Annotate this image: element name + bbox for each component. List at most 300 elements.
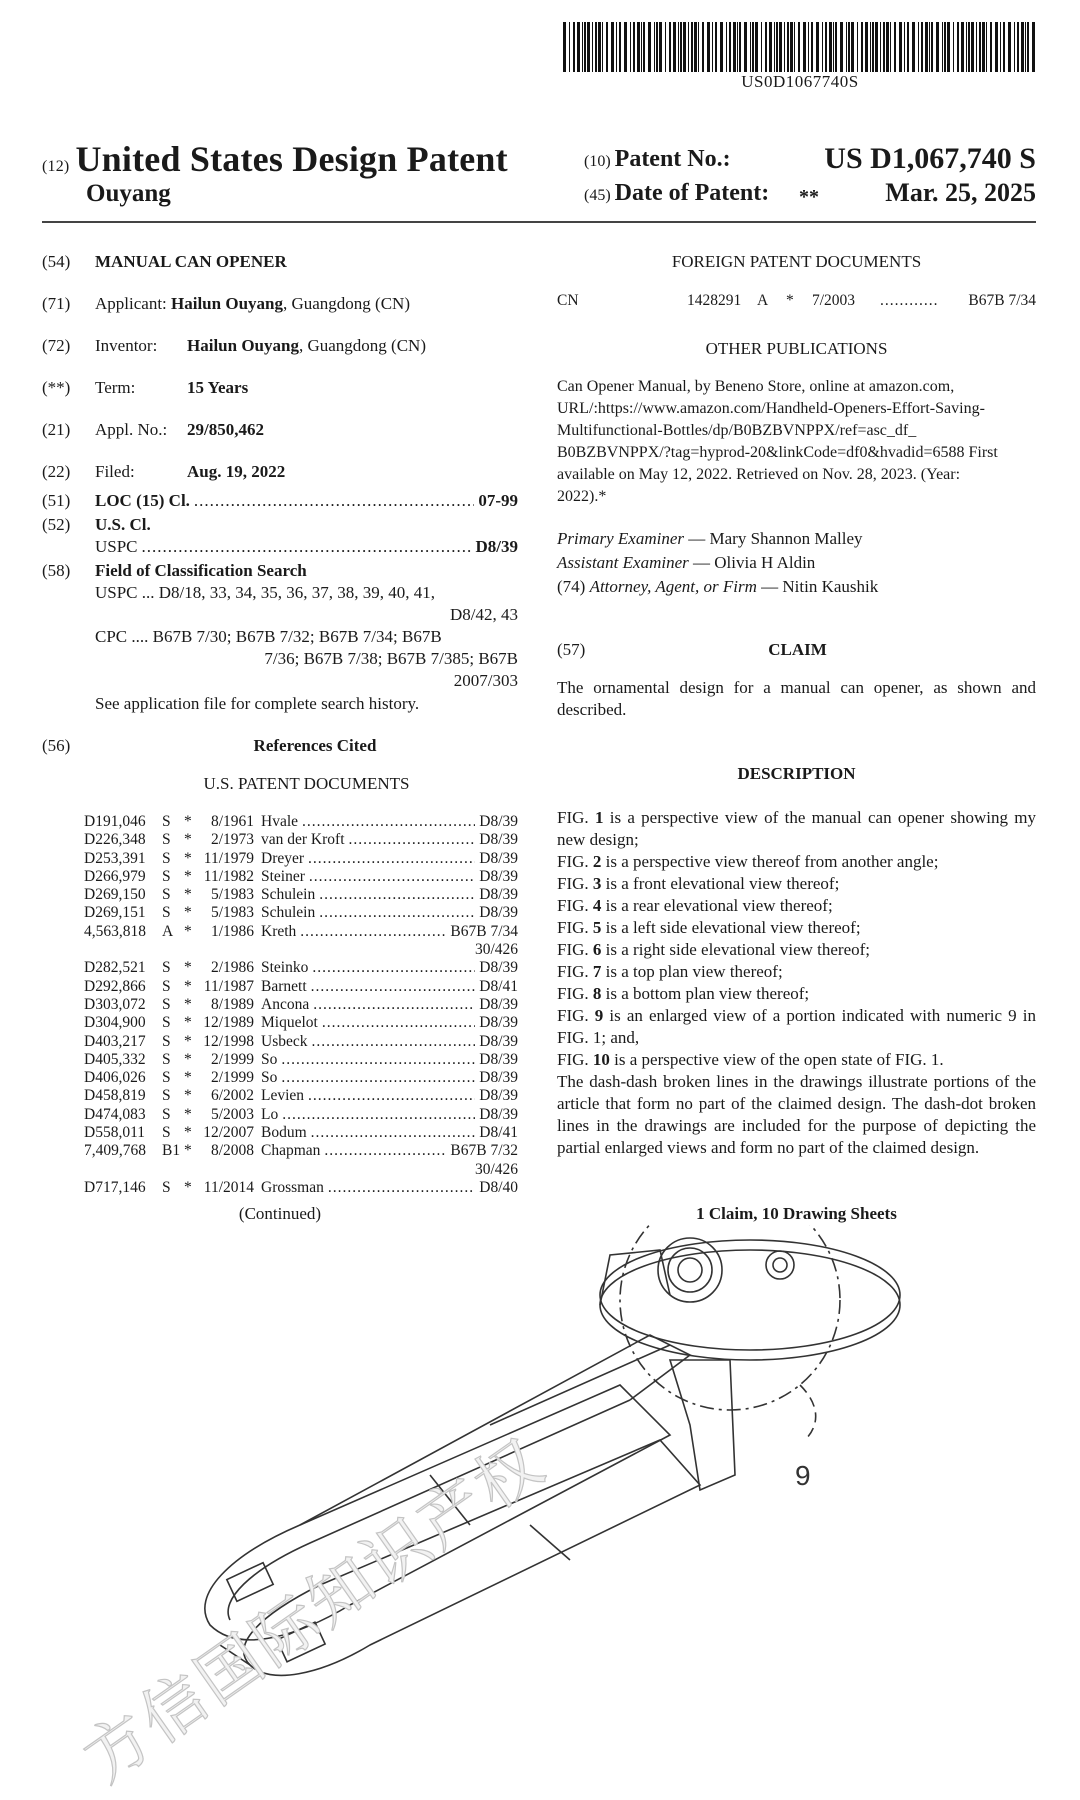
ref-class: D8/39 — [479, 959, 518, 977]
reference-row — [84, 996, 518, 1014]
ref-name: Schulein — [261, 886, 316, 904]
reference-row — [84, 886, 518, 904]
leader-dots — [311, 978, 476, 996]
leader-dots — [308, 850, 475, 868]
barcode-bar — [1014, 22, 1015, 72]
field-label: USPC — [95, 537, 138, 556]
title-text: United States Design Patent — [75, 139, 508, 179]
ref-kind: S — [162, 995, 171, 1013]
ref-kind: S — [162, 886, 171, 904]
ref-name: Dreyer — [261, 849, 305, 867]
fig-number: 9 — [594, 1006, 604, 1025]
barcode-bar — [694, 22, 697, 72]
field-label: Applicant: — [95, 294, 167, 313]
filed-field — [95, 461, 518, 482]
ref-number: D266,979 — [84, 867, 146, 885]
figure-description — [557, 807, 1036, 851]
barcode-bar — [822, 22, 823, 72]
leader-dots — [282, 1106, 475, 1124]
fig-prefix: FIG. — [557, 852, 593, 871]
barcode-bar — [912, 22, 915, 72]
field-label: Inventor: — [95, 336, 158, 355]
cited-marker: * — [184, 1124, 192, 1142]
barcode-bar — [573, 22, 575, 72]
ref-name: So — [261, 1050, 278, 1068]
ref-name: Hvale — [261, 813, 299, 830]
ref-kind: S — [162, 1014, 171, 1032]
upper-handle — [227, 1335, 690, 1662]
cited-marker: * — [184, 904, 192, 922]
assistant-examiner — [557, 552, 1036, 574]
ref-class: D8/39 — [479, 886, 518, 904]
patent-date-label: Date of Patent: — [614, 180, 770, 206]
field-label: Assistant Examiner — [557, 553, 689, 572]
ref-name: Grossman — [261, 1178, 324, 1196]
cutting-head — [600, 1225, 900, 1490]
ref-number: D405,332 — [84, 1050, 146, 1068]
barcode-bar — [595, 22, 597, 72]
cited-marker: * — [184, 849, 192, 867]
fig-number: 8 — [592, 984, 602, 1003]
search-note: See application file for complete search history. — [95, 694, 420, 713]
field-label: Appl. No.: — [95, 420, 168, 439]
ref-class: D8/39 — [479, 1050, 518, 1068]
barcode-bar — [761, 22, 762, 72]
ref-number: D226,348 — [84, 831, 146, 849]
barcode-bar — [966, 22, 967, 72]
ref-name: Barnett — [261, 977, 307, 995]
barcode-bar — [598, 22, 601, 72]
uspc-value: D8/39 — [475, 537, 518, 556]
ref-number: 7,409,768 — [84, 1142, 146, 1160]
fig-text: is a top plan view thereof; — [601, 962, 783, 981]
ref-number: D269,151 — [84, 904, 146, 922]
barcode-bar — [979, 22, 981, 72]
references-heading: References Cited — [253, 736, 377, 755]
ref-kind: S — [162, 1124, 171, 1142]
cited-marker: * — [184, 1069, 192, 1087]
examiner-name: — Mary Shannon Malley — [688, 529, 863, 548]
ref-date: 5/1983 — [210, 886, 254, 904]
ref-number: D253,391 — [84, 849, 146, 867]
inid-code: (22) — [42, 462, 71, 481]
barcode-bar — [680, 22, 682, 72]
barcode-bar — [683, 22, 686, 72]
leader-dots — [319, 904, 475, 922]
cited-marker: * — [184, 1178, 192, 1196]
barcode-bar — [816, 22, 819, 72]
publication-line: URL/:https://www.amazon.com/Handheld-Openers-Effort-Saving- — [557, 400, 985, 417]
ref-class: B67B 7/34 — [968, 292, 1036, 309]
figure-description — [557, 983, 1036, 1005]
applicant-name: Hailun Ouyang — [171, 294, 283, 313]
ref-kind: S — [162, 849, 171, 867]
primary-examiner — [557, 528, 1036, 550]
ref-date: 6/2002 — [210, 1087, 254, 1105]
ref-date: 7/2003 — [812, 292, 856, 309]
publication-line: B0BZBVNPPX/?tag=hyprod-20&linkCode=df0&hvadid=6588 First — [557, 444, 998, 461]
barcode-bar — [944, 22, 946, 72]
inid-code: (58) — [42, 561, 71, 580]
barcode-bar — [865, 22, 868, 72]
ref-name: Kreth — [261, 922, 297, 940]
barcode-bar — [712, 22, 713, 72]
publication-line: 2022).* — [557, 488, 607, 505]
field-label: U.S. Cl. — [95, 515, 151, 534]
fig-text: is a front elevational view thereof; — [601, 874, 840, 893]
ref-kind: S — [162, 904, 171, 922]
leader-dots — [324, 1142, 446, 1160]
fig-prefix: FIG. — [557, 874, 593, 893]
claim-heading: CLAIM — [768, 640, 827, 659]
leader-dots — [311, 1124, 476, 1142]
inventor-surname: Ouyang — [86, 180, 171, 207]
barcode-bar — [808, 22, 809, 72]
fig-number: 10 — [592, 1050, 610, 1069]
barcode-bar — [851, 22, 854, 72]
barcode-bar — [641, 22, 642, 72]
inid-code: (12) — [42, 158, 70, 175]
barcode-bar — [702, 22, 704, 72]
fig-text: is a bottom plan view thereof; — [601, 984, 810, 1003]
ref-date: 2/1999 — [210, 1069, 254, 1087]
leader-dots — [142, 536, 472, 557]
inid-code: (**) — [42, 378, 71, 397]
leader-dots: ............ — [880, 292, 939, 309]
foreign-docs-heading: FOREIGN PATENT DOCUMENTS — [671, 252, 922, 271]
ref-date: 8/1961 — [210, 813, 254, 830]
description-heading: DESCRIPTION — [737, 764, 856, 783]
barcode-bar — [733, 22, 736, 72]
cited-marker: * — [184, 1142, 192, 1160]
ref-class: B67B 7/34 — [450, 922, 518, 940]
ref-class-continued: 30/426 — [474, 1160, 518, 1178]
barcode-bar — [563, 22, 566, 72]
ref-class: D8/39 — [479, 813, 518, 830]
design-title: MANUAL CAN OPENER — [95, 252, 287, 271]
fig-text: is a perspective view thereof from another angle; — [601, 852, 939, 871]
ref-kind: A — [162, 922, 174, 940]
patent-number-label: Patent No.: — [614, 146, 731, 172]
ref-number: D458,819 — [84, 1087, 146, 1105]
inid-code: (45) — [584, 187, 611, 204]
barcode-bar — [577, 22, 580, 72]
ref-number: D303,072 — [84, 995, 146, 1013]
barcode-bar — [880, 22, 881, 72]
figure-description — [557, 895, 1036, 917]
foreign-reference — [557, 290, 1036, 312]
barcode — [563, 22, 1037, 72]
fig-number: 6 — [592, 940, 602, 959]
barcode-bar — [953, 22, 954, 72]
fig-prefix: FIG. — [557, 918, 593, 937]
figure-description — [557, 1049, 1036, 1071]
ref-kind: S — [162, 977, 171, 995]
ref-date: 1/1986 — [210, 922, 254, 940]
barcode-bar — [726, 22, 727, 72]
barcode-bar — [654, 22, 655, 72]
ref-date: 11/1987 — [203, 977, 254, 995]
ref-name: Levien — [261, 1087, 305, 1105]
reference-row — [84, 1033, 518, 1051]
barcode-bar — [982, 22, 985, 72]
leader-dots — [194, 490, 474, 511]
barcode-bar — [918, 22, 919, 72]
barcode-bar — [936, 22, 939, 72]
leader-dots — [319, 886, 475, 904]
cited-marker: * — [184, 1032, 192, 1050]
patent-date: Mar. 25, 2025 — [885, 178, 1036, 207]
fig-text: is a perspective view of the manual can opener showing my new design; — [557, 808, 1036, 849]
barcode-bar — [720, 22, 723, 72]
barcode-bar — [1003, 22, 1005, 72]
us-docs-heading: U.S. PATENT DOCUMENTS — [203, 774, 410, 793]
barcode-bar — [602, 22, 603, 72]
cited-marker: * — [184, 1105, 192, 1123]
barcode-bar — [673, 22, 676, 72]
barcode-bar — [678, 22, 679, 72]
inid-code: (72) — [42, 336, 71, 355]
ref-number: D282,521 — [84, 959, 146, 977]
fig-prefix: FIG. — [557, 1050, 593, 1069]
barcode-bar — [744, 22, 747, 72]
cited-marker: * — [184, 813, 192, 830]
barcode-bar — [715, 22, 717, 72]
ref-kind: S — [162, 1050, 171, 1068]
fig-number: 2 — [592, 852, 602, 871]
ref-date: 12/1998 — [203, 1032, 254, 1050]
appl-no-value: 29/850,462 — [187, 420, 264, 439]
barcode-bar — [787, 22, 789, 72]
field-label: Primary Examiner — [557, 529, 685, 548]
reference-row — [84, 959, 518, 977]
barcode-bar — [611, 22, 614, 72]
barcode-bar — [648, 22, 651, 72]
country: CN — [557, 292, 579, 309]
leader-dots — [312, 959, 475, 977]
reference-row — [84, 1069, 518, 1087]
ref-kind: S — [162, 813, 171, 830]
cited-marker: * — [184, 1014, 192, 1032]
figure-description — [557, 873, 1036, 895]
fig-prefix: FIG. — [557, 1006, 595, 1025]
barcode-bar — [619, 22, 621, 72]
ref-name: Steiner — [261, 867, 305, 885]
barcode-bar — [803, 22, 806, 72]
field-label: Attorney, Agent, or Firm — [589, 577, 757, 596]
barcode-bar — [825, 22, 827, 72]
barcode-bar — [890, 22, 891, 72]
ref-name: Lo — [261, 1105, 279, 1123]
ref-name: Bodum — [261, 1124, 307, 1142]
reference-row — [84, 813, 518, 831]
cited-marker: * — [184, 959, 192, 977]
inid-code: (10) — [584, 153, 611, 170]
barcode-bar — [669, 22, 671, 72]
ref-kind: A — [757, 292, 769, 309]
figure-description — [557, 939, 1036, 961]
barcode-bar — [637, 22, 640, 72]
fig-prefix: FIG. — [557, 808, 595, 827]
barcode-bar — [1032, 22, 1035, 72]
ref-class: B67B 7/32 — [450, 1142, 518, 1160]
barcode-bar — [691, 22, 693, 72]
ref-date: 8/1989 — [210, 995, 254, 1013]
inid-code: (57) — [557, 640, 586, 659]
fig-prefix: FIG. — [557, 940, 593, 959]
ref-class: D8/39 — [479, 867, 518, 885]
fig-number: 7 — [592, 962, 602, 981]
reference-row — [84, 1106, 518, 1124]
barcode-bar — [794, 22, 795, 72]
ref-date: 2/1973 — [210, 831, 254, 849]
ref-name: Usbeck — [261, 1032, 308, 1050]
barcode-bar — [633, 22, 635, 72]
fig-prefix: FIG. — [557, 962, 593, 981]
cited-marker: * — [184, 977, 192, 995]
barcode-bar — [861, 22, 863, 72]
description-body — [557, 807, 1036, 1159]
appl-no-field — [95, 419, 518, 440]
ref-class: D8/41 — [479, 977, 518, 995]
leader-dots — [309, 868, 475, 886]
ref-class: D8/39 — [479, 1032, 518, 1050]
ref-number: D304,900 — [84, 1014, 146, 1032]
ref-number: D191,046 — [84, 813, 146, 830]
barcode-number: US0D1067740S — [741, 72, 859, 91]
leader-dots — [349, 831, 476, 849]
leader-dots — [281, 1051, 475, 1069]
barcode-bar — [947, 22, 950, 72]
barcode-bar — [569, 22, 570, 72]
barcode-bar — [776, 22, 778, 72]
barcode-bar — [971, 22, 974, 72]
field-label: Field of Classification Search — [95, 561, 307, 580]
barcode-bar — [1000, 22, 1001, 72]
barcode-bar — [659, 22, 662, 72]
term-value: 15 Years — [187, 378, 249, 397]
ref-class: D8/40 — [479, 1178, 518, 1196]
ref-date: 12/1989 — [203, 1014, 254, 1032]
barcode-bar — [846, 22, 847, 72]
barcode-bar — [894, 22, 896, 72]
ref-kind: S — [162, 1178, 171, 1196]
barcode-bar — [752, 22, 754, 72]
barcode-bar — [872, 22, 874, 72]
other-publication — [557, 376, 1036, 508]
patent-number-field — [584, 142, 1036, 175]
claims-sheets-summary: 1 Claim, 10 Drawing Sheets — [696, 1204, 897, 1223]
ref-class: D8/39 — [479, 1105, 518, 1123]
barcode-bar — [624, 22, 627, 72]
ref-name: Steinko — [261, 959, 309, 977]
barcode-bar — [774, 22, 775, 72]
barcode-bar — [1017, 22, 1019, 72]
barcode-bar — [643, 22, 645, 72]
barcode-bar — [931, 22, 933, 72]
ref-date: 11/1982 — [203, 867, 254, 885]
attorney-name: — Nitin Kaushik — [761, 577, 879, 596]
inid-code: (51) — [42, 491, 71, 510]
term-field — [95, 377, 518, 398]
barcode-bar — [848, 22, 850, 72]
ref-class: D8/39 — [479, 1069, 518, 1087]
inid-code: (54) — [42, 252, 71, 271]
inid-code: (71) — [42, 294, 71, 313]
field-label: Term: — [95, 378, 136, 397]
applicant-location: , Guangdong (CN) — [282, 294, 410, 313]
barcode-bar — [737, 22, 738, 72]
ref-kind: S — [162, 1032, 171, 1050]
figure-description — [557, 851, 1036, 873]
cited-marker: * — [184, 1050, 192, 1068]
ref-date: 11/2014 — [203, 1178, 254, 1196]
fig-number: 3 — [592, 874, 602, 893]
barcode-bar — [656, 22, 658, 72]
inid-code: (52) — [42, 515, 71, 534]
barcode-bar — [769, 22, 772, 72]
barcode-bar — [961, 22, 964, 72]
search-cpc: 7/36; B67B 7/38; B67B 7/385; B67B — [264, 649, 518, 668]
patent-number: US D1,067,740 S — [824, 142, 1036, 175]
inid-code: (56) — [42, 736, 71, 755]
inventor-name: Hailun Ouyang — [187, 336, 299, 355]
barcode-bar — [875, 22, 878, 72]
leader-dots — [281, 1069, 475, 1087]
search-uspc: USPC ... D8/18, 33, 34, 35, 36, 37, 38, 39, 40, 41, — [95, 583, 436, 602]
barcode-bar — [729, 22, 731, 72]
barcode-bar — [739, 22, 741, 72]
barcode-bar — [907, 22, 909, 72]
ref-kind: S — [162, 1069, 171, 1087]
ref-date: 2/1999 — [210, 1050, 254, 1068]
inid-code: (74) — [557, 577, 586, 596]
cited-marker: * — [184, 831, 192, 849]
ref-name: Miquelot — [261, 1014, 318, 1032]
filed-value: Aug. 19, 2022 — [187, 462, 286, 481]
reference-row — [84, 868, 518, 886]
barcode-bar — [755, 22, 758, 72]
barcode-bar — [765, 22, 767, 72]
barcode-bar — [886, 22, 889, 72]
search-cpc: 2007/303 — [453, 671, 518, 690]
barcode-bar — [1025, 22, 1026, 72]
ref-class: D8/41 — [479, 1124, 518, 1142]
patent-date-field — [584, 180, 1036, 207]
term-marker: ** — [799, 186, 819, 208]
inid-code: (21) — [42, 420, 71, 439]
ref-kind: S — [162, 831, 171, 849]
leader-dots — [328, 1179, 475, 1197]
fig-text: is a perspective view of the open state of FIG. 1. — [609, 1050, 944, 1069]
barcode-bar — [925, 22, 928, 72]
loc-class-field — [95, 490, 518, 511]
examiner-name: — Olivia H Aldin — [693, 553, 816, 572]
ref-class: D8/39 — [479, 1087, 518, 1105]
reference-row — [84, 831, 518, 849]
publication-line: available on May 12, 2022. Retrieved on Nov. 28, 2023. (Year: — [557, 466, 961, 483]
barcode-bar — [798, 22, 800, 72]
reference-row — [84, 978, 518, 996]
ref-name: So — [261, 1069, 278, 1087]
barcode-bar — [1021, 22, 1024, 72]
barcode-bar — [606, 22, 608, 72]
ref-kind: S — [162, 1087, 171, 1105]
loc-class-value: 07-99 — [478, 491, 518, 510]
fig-number: 4 — [592, 896, 602, 915]
ref-number: 4,563,818 — [84, 922, 146, 940]
reference-row — [84, 1087, 518, 1105]
